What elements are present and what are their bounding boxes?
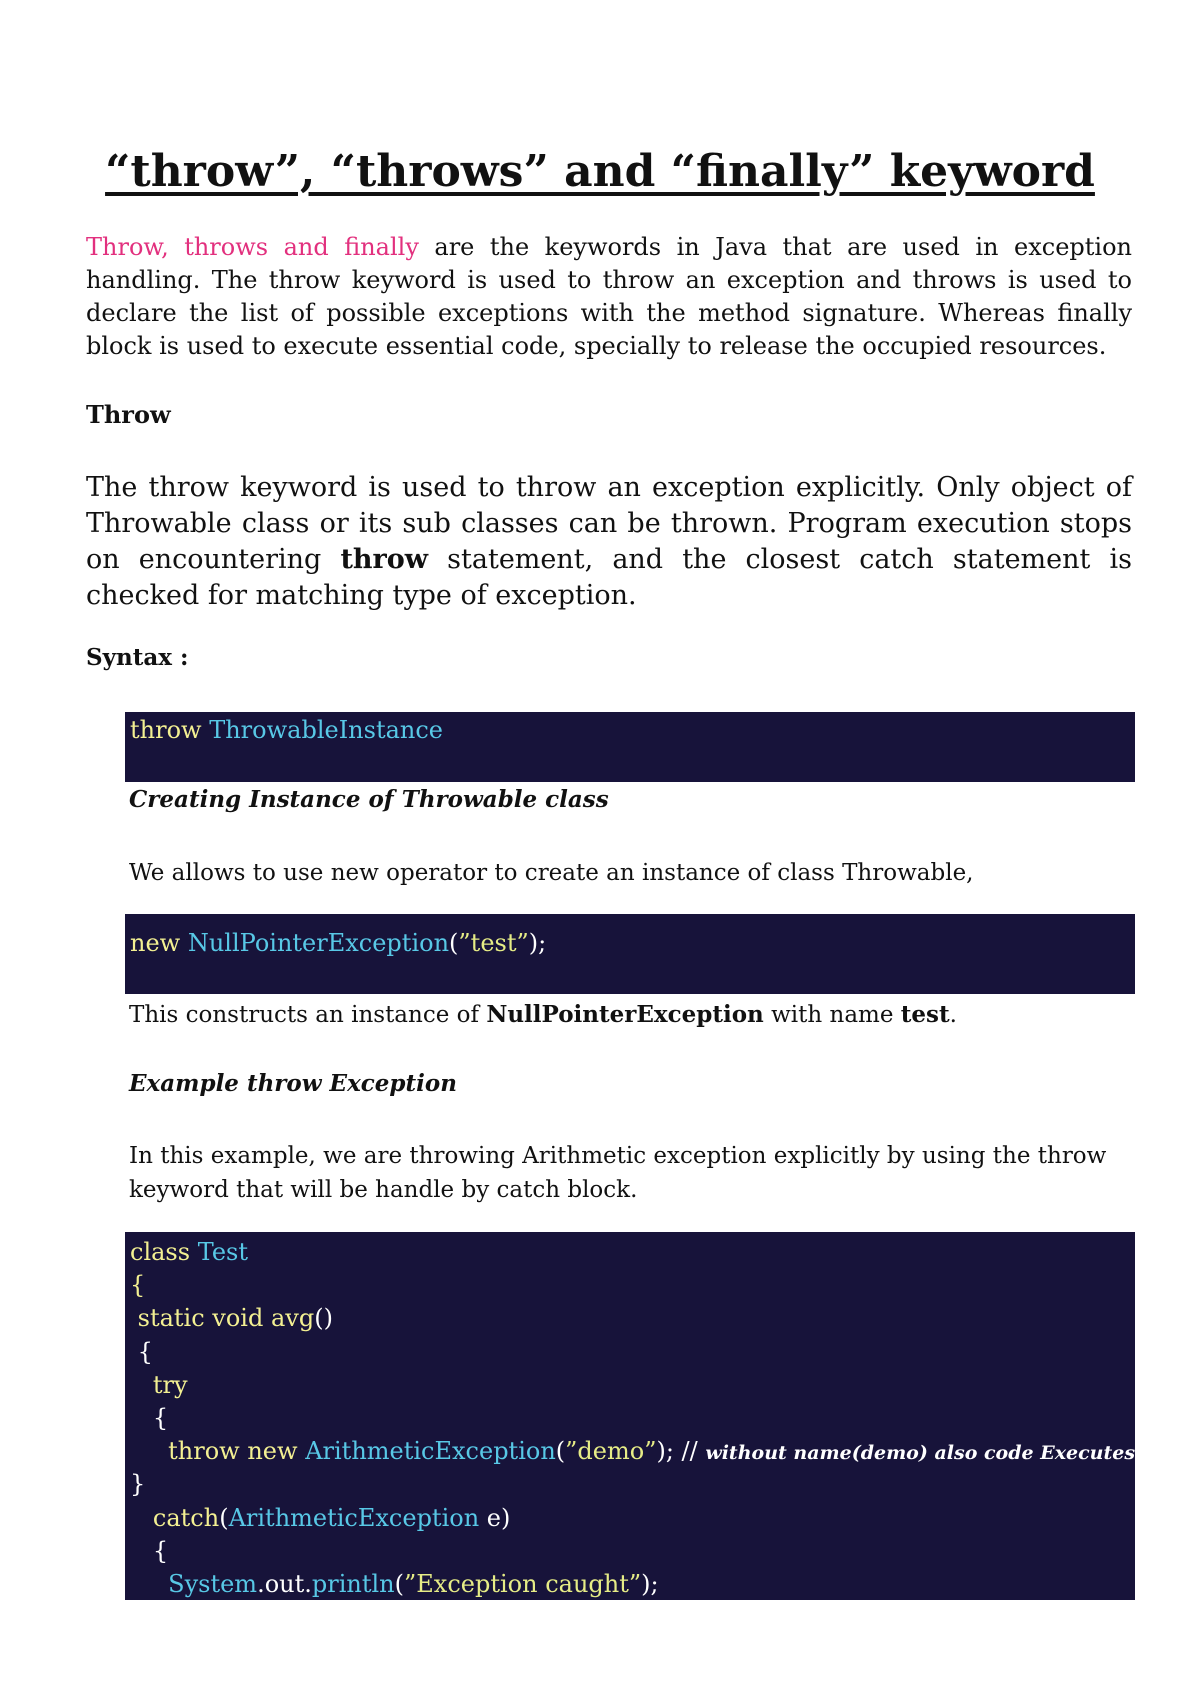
page-title: “throw”, “throws” and “finally” keyword — [105, 146, 1095, 197]
code-keyword: class — [130, 1238, 191, 1266]
intro-highlight: Throw, throws and finally — [86, 233, 419, 261]
code-type: NullPointerException — [187, 929, 450, 957]
code-keyword: catch — [130, 1503, 220, 1532]
code-brace: { — [130, 1536, 169, 1565]
construct-part3: . — [949, 1002, 957, 1028]
throw-description — [86, 470, 1132, 614]
code-variable: e) — [479, 1503, 511, 1532]
code-comment: without name(demo) also code Executes — [705, 1442, 1136, 1465]
code-string: ”Exception caught” — [404, 1569, 642, 1598]
code-line — [130, 1435, 1135, 1468]
code-type: ArithmeticException — [305, 1437, 556, 1466]
code-keyword: throw — [130, 716, 202, 744]
code-function: println — [311, 1569, 395, 1598]
code-brace: { — [130, 1403, 169, 1432]
code-line — [130, 1302, 1135, 1335]
code-keyword: try — [130, 1370, 188, 1399]
throw-desc-part1: The throw keyword is used to throw an exception explicitly. Only object of Throwable class or its sub classes can be thrown. Program execution stops on encountering — [86, 472, 1132, 575]
code-paren: ( — [555, 1437, 566, 1466]
construct-bold2: test — [900, 1001, 950, 1028]
code-line — [130, 1535, 1135, 1568]
intro-paragraph — [86, 231, 1132, 363]
syntax-code-block — [125, 712, 1135, 782]
code-keyword: throw new — [130, 1437, 298, 1466]
throw-heading: Throw — [86, 400, 171, 429]
construct-part1: This constructs an instance of — [129, 1002, 487, 1028]
example-code-block — [125, 1232, 1135, 1600]
code-brace: } — [130, 1470, 146, 1499]
syntax-label: Syntax : — [86, 644, 189, 671]
code-paren: ( — [449, 929, 459, 957]
construct-bold1: NullPointerException — [486, 1001, 764, 1028]
intro-text: are the keywords in Java that are used in exception handling. The throw keyword is used to throw an exception and throws is used to declare the list of possible exceptions with the method signature. Whereas finally block is used to execute essential code, specially to release the occupied resources. — [86, 233, 1132, 360]
new-operator-text: We allows to use new operator to create an instance of class Throwable, — [129, 860, 974, 886]
code-line — [130, 1502, 1135, 1535]
example-heading: Example throw Exception — [129, 1070, 457, 1097]
code-type: ThrowableInstance — [209, 716, 444, 744]
throw-desc-part2: statement, and the closest catch statement is checked for matching type of exception. — [86, 544, 1132, 611]
code-line — [130, 1402, 1135, 1435]
code-string: ”test” — [458, 929, 529, 957]
code-brace: { — [130, 1337, 153, 1366]
code-close: ); // — [656, 1437, 698, 1466]
code-line — [130, 1336, 1135, 1369]
code-function: avg — [270, 1304, 315, 1333]
code-close: ); — [641, 1569, 659, 1598]
code-paren: () — [314, 1304, 333, 1333]
code-type: System — [130, 1569, 258, 1598]
code-paren: ( — [394, 1569, 405, 1598]
construct-part2: with name — [763, 1002, 901, 1028]
example-text: In this example, we are throwing Arithmetic exception explicitly by using the throw keyword that will be handle by catch block. — [129, 1143, 1107, 1203]
code-keyword: new — [130, 929, 181, 957]
new-instance-code-block — [125, 914, 1135, 994]
code-paren: ( — [219, 1503, 229, 1532]
code-close: ); — [528, 929, 547, 957]
code-line — [130, 1568, 1135, 1601]
code-line — [130, 1269, 1135, 1302]
code-member: .out. — [257, 1569, 312, 1598]
creating-instance-heading: Creating Instance of Throwable class — [129, 786, 609, 813]
code-line — [130, 1236, 1135, 1269]
code-type: Test — [197, 1238, 249, 1266]
code-line — [130, 1369, 1135, 1402]
code-string: ”demo” — [565, 1437, 657, 1466]
code-brace: { — [130, 1271, 146, 1300]
code-keyword: static void — [130, 1304, 264, 1333]
code-line — [130, 1468, 1135, 1501]
construct-text — [129, 998, 1132, 1032]
throw-desc-bold: throw — [340, 544, 429, 575]
code-type: ArithmeticException — [228, 1503, 480, 1532]
